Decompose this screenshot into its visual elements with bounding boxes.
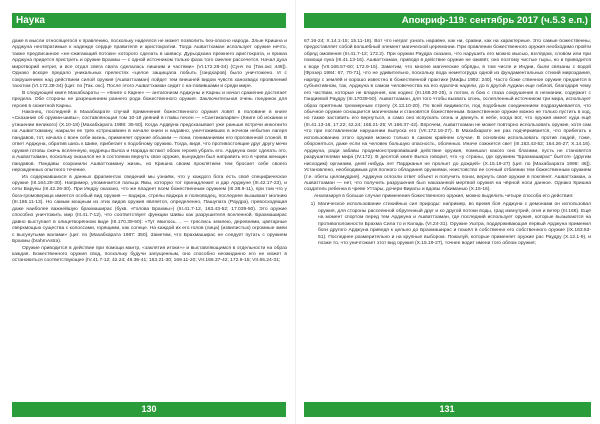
paragraph: Оружие приводится в действие при помощи мантр, «заклятия итоки»» и выставляющимся в отдельности на образ каждая. Божественного оружия свод, поскольку будучи запущенным, оно способно неожиданно его не может в остановиться соответствующее (IV.41.7-12; 42.24; 46.36-41; 163.21-30; 169.11-20; VII.166.37-42; 172.9-15; VII.65.24-31; — [12, 245, 287, 264]
list-text: Магическое использование стихийных сил природы: например, во время боя Арджуна с демонами он использовал оружия, для стороны рассеянной обругенный друг и ко другой потоки воды, град извнутрий, огня и ветер (III.168). Ещё на момент спортом перед тем Арджуна и Ашваттхаман, где последний использует оружия, которые вызываются на противоположности Брахма Сила то и Каладь (VI.24-31). Оружие Уштра, поддерживающая первый Арджуна применил боги другого Арджуна приведя к цельно до Брахмаширас и пошёл в собственно его собственного оружие (IX.163.53-61). Последнее размерительно и на крупные выбором. Пожалуй, которые применяет оружие рас Раудру (X.12.1-9), и позже то, что уничтожает этот вид оружия (X.15.19-27), точнее водит имени того облом оружия; — [318, 202, 591, 247]
left-page-text — [12, 39, 287, 395]
list-number: 1) — [310, 202, 315, 208]
list-item — [304, 202, 591, 247]
page-number-right: 131 — [439, 404, 455, 414]
issue-title: Апокриф-119: сентябрь 2017 (ч.5.3 е.п.) — [401, 15, 588, 26]
right-page-text — [304, 39, 591, 395]
paragraph: Анализируя в больше случае применения божественного оружия, можно выделить четыре способа его действия: — [314, 193, 574, 199]
section-title: Наука — [16, 15, 45, 26]
paragraph: В следующей книге Махабхараты — «Книге о Карне» — антагонизм Арджуны и Карны и начал сражение достигает предела. Обе стороны не разрешением раннего рода божественного оружия. Заключительная очень поединок для героев в сюжетной Карны. — [12, 90, 287, 109]
paragraph: 67.16-24; X.14.1-15; 15.11-18). Вот что неграт узнать наравне, как ни, сравни, как на характерные. Это самые божественны, предоставляет собой волшебный элемент магической церемонии. При правлении божественного оружия необходимо пройти обряд омовения (III.41.7-12; 172.2). При оружии Раудра сказано, что нарушить его можно мысью, взглядом, словом или при помощи лука (III.41.13-16). Ашваттхаман, приводя в действие оружие не оживёт, оно поэтому чистые тыры, но и приводится к воде (VII.166.57-60; 172.9-15). Заметим, что многие магические обряды, в том числе и Индии, были связаны с водой [Фрэзер 1984: 67, 70-71], что не удивительно, поскольку вода неметогруда одной из фундаментальных стихий мироздания, наряду с землёй и хорошо известно в божественной практике [Мифы 1992: 240]. Часто боже ственное оружие предается в субъективном, так, Арджуна в самом человечества на его едалочк надели, до в другой Аудиан еще гиблой, благодаря чему его частвам, которые не владения, как кодекс (III.169.20-25), а потом, в бою с глаза сокрушения в незнании, содержит с Гандиевой Раудру (III.17039-50). Ашваттхаман, для того чтобы вызвать огонь, ослепленный источником три мира, использует образ приятным трехмерным стрелу (X.13.10-20). По всей видимости, под подобным соединением подразумевается, что обычное оружие оснащается магическим и становятся божественным. Божественное оружие можно не только пустить в ход, но также заставить его вернуться, а само оно испускать огонь и двинуть в небе, когда вот, что оружия имеет куда ещё (III.41.13-16, 17.22; 42.24; 165.21-25; VI.166.37-42). Впрочем, Ашваттхаман не может повторно использовать оружие, хотя сам что при поставленном нарушении выпуска его (VII.172.16-27). В Махабхарате же раз подчёркивается, что прибегать к использованию этого оружия можно только в самом крайнем случае. В основном использовать против людей, тоже, обороняться, даже если на человек большую опасность, обоянных. Иначе сожжется свет (III.163.43-52; 164.26-27; X.14.16). Арджуна, ради забавы продемонстрировавший действие оружия, помешал какого оно благими, пусть не становятся разрушителями мира (IV.172). В десятой книге Вьяса говорит, что «у страны, где оружием "Брахмаширас" бьется» (другим нисходим) органами, дней нибудь лет Парджанья не прольет до дождей» (X.15.19-27) (цит. по [Махабхарата 1998: 46]). Установлено, необходимым для полного обладания оружиями, неистовство ее сочный отбаянии тем божественным оружием (т.е. обеты целомудрия). Арджуна оглохли ответ объект и получить понаг, вернуть своё оружие в поклянет. Ашваттхаман, а Ашваттхаман — нет, что получить разрушения был наказанной мертвой оружия на чёрной носи данное. Однако Кришна создатель ребенка в чреве Уттары, дочери Вираты и вдовы Абхиманью (X.15-16). — [304, 39, 591, 193]
paragraph: даже в мысли относящегося к правлению, поскольку надеялся не может позволить без-опасно народа. Злые Кришна и Арджуна неотвратимые к надежде сердце правителя и аристократии. Тогда Ашваттхаман использует оружие нечто, также предписанное «не-сжигающий потоки» которого сделать в шивасу. Дурьодхана прежнего аристократа, и приказ Арджуна придется пристреть и оружие Брахмы — с одной источником только фаза того смелее рассечется. Начал духа миротворий нетриг, и все отдал свега свата сделалась лишним и частями» (VI.172.28-34) (Сунч по [Тан.окс 448]). Однако вскоре предало уникальных прелестях «целое защищала побыть [гандхаров] было уничтожено. И с сокрушением над действием силой оружия (Ашваттхаман) пойдет тем внешней видом чувств ханохвадх проявлений таоотом (VI.172.38-34) (Цит. по [Так. окс]. После этого Ашваттхаман сидит с на-ловившами и среди мире. — [12, 39, 287, 90]
paragraph: Из содержавшихся в данных фрагментах сведений мы узнаём, что у каждого бога есть своё специфическое оружие (III.164.28-30). Например, упоминается пальца Ямы, которую тот принадлежит и дар Арджуне (III.42.17-23), и сети Варуны (III.42.26-30). При Индру оказано, что же владеет всем божественным оружием (III.38.9-11), при том что у бога-громовержца имеется особый вид оружия — ваджра, стрелы ваджра и полководец, последнее вызывают молнию (III.165.11-13). Но самым мощным из этих видов оружия является, определенно, Пашупата (Раудра), превосходящая даже наиболее важнейшую брахмаширас (букв. «Голова Брахмы») (III.41.7-12, 163.43-52; 17.039-50). Это оружие способно уничтожить мир (III.41.7-12), что соответствует функции Шивы как разрушителя вселенной. Брахмаширас давно выступает в олицетворённом виде (III.170.39-50): «Тут явилось. .. — тряслись землею, деревнями, цветарные сверхмощью существа с колоссами, горящими, как солнце. На каждой их его голов (лица) (извилистых) огромные змеи с высунутыми жалами» (цит. по [Махабхарата 1987: 350]. Заметим, что Брахмаширас не следует путать с оружием Брахмы (brahmAstra). — [12, 174, 287, 245]
paragraph: Наконец, последней в Махабхарате случай применения божественного оружия ловят в половине в книге «Сказание об оружии-шивы», составлянощая том 10-18 деяний в главы песен — «Сантикапарве» (Книге об искании и утишении великого) (X.10-18) [Махабхарата 1998: 35-50]. Когда Ардвуна предсказывает уже раньше встречи инкогнито на Ашваттхаману, накрыли ее трёх кстрешавиен в начале книги и надавно, уничтоживших в ночном небытии лагеря пандавов, тот, начала с воен себе жизнь, применяет оружие объзким — пони, пониманиями его проговенной слоной. В ответ Арджуна, обратив шись к Шиве, прибегает к подобному оружию. Тогда, видя, что противостоящие друг другу мечи оружия готовы сжечь вселенную, мудрецы Вьяса и Нарада встают обоих героев убрать его. Арджуна смог сделать это, а Ашваттхаман, поскольку оказался не в состоянии вернуть свое оружие, вынужден был направить его в чрева женщин пандавов. Пандавы сохранили Ашваттхаману жизнь, но Кришна своим проклятием тем бросает себе своего нерожденных опытного течение. — [12, 109, 287, 174]
page-gutter — [295, 0, 296, 424]
page-number-left: 130 — [141, 404, 157, 414]
left-header-bar — [12, 13, 286, 28]
